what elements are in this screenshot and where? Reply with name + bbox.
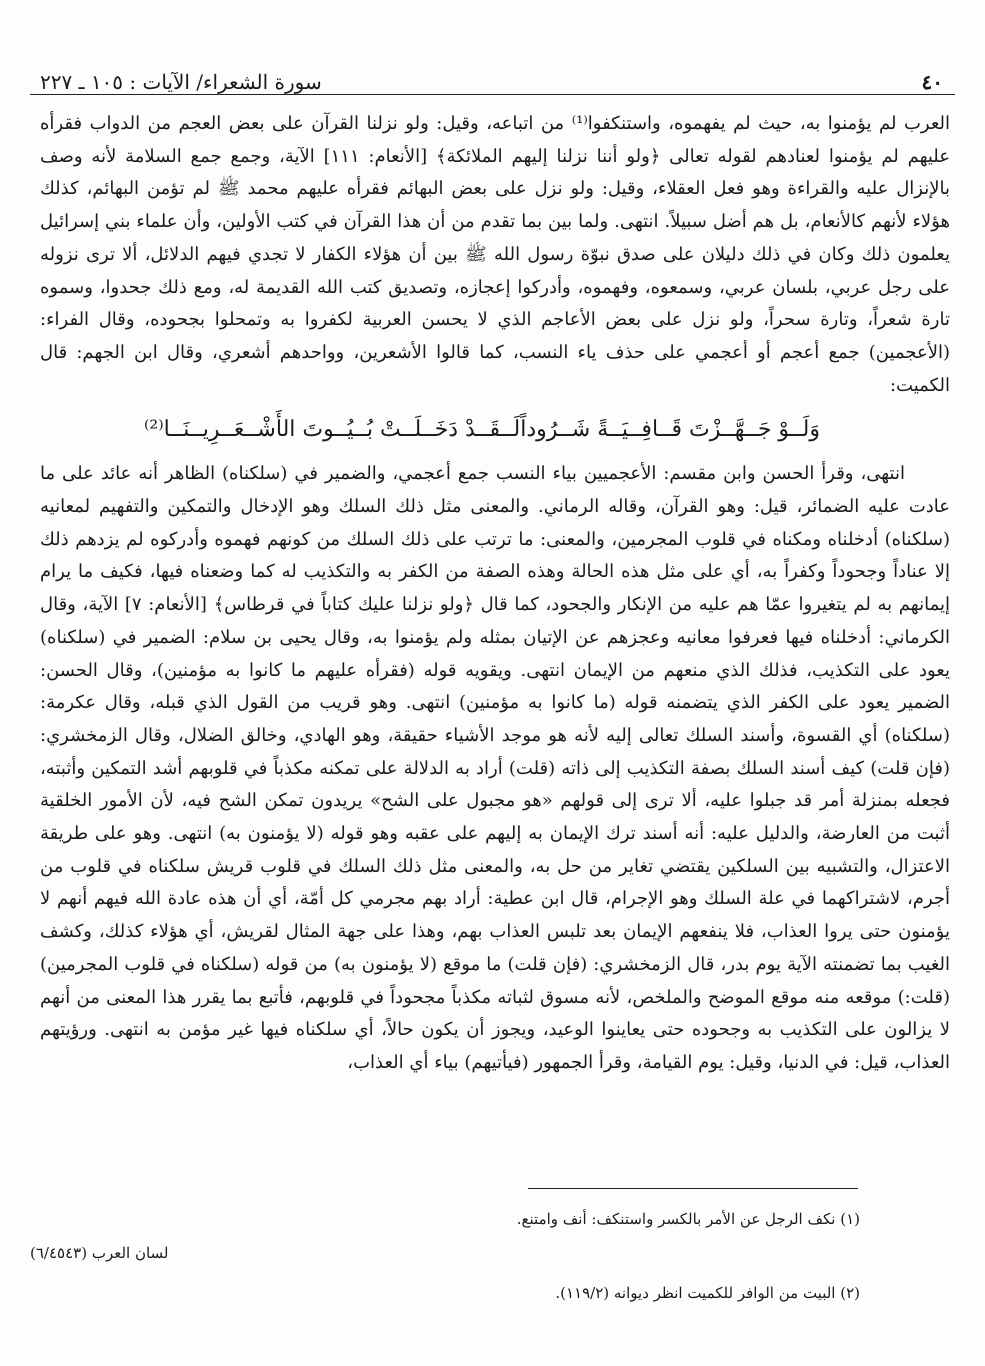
page-header xyxy=(30,60,955,95)
footnote-1-source-text: لسان العرب (٦/٤٥٤٣) xyxy=(30,1244,169,1262)
poetry-verse xyxy=(144,410,820,450)
running-title: سورة الشعراء/ الآيات : ١٠٥ ـ ٢٢٧ xyxy=(40,70,322,94)
main-text xyxy=(40,108,950,1080)
footnote-1-source xyxy=(30,1236,860,1270)
footnotes xyxy=(30,1202,860,1310)
paragraph-1: العرب لم يؤمنوا به، حيث لم يفهموه، واستنكفوا⁽¹⁾ من اتباعه، وقيل: ولو نزلنا القرآن على بعض العجم من الدواب فقرأه عليهم لم يؤمنوا لعنادهم لقوله تعالى ﴿ولو أننا نزلنا إليهم الملائكة﴾ [الأنعام: ١١١] الآية، وجمع جمع السلامة لأنه وصف بالإنزال عليه والقراءة وهو فعل العقلاء، وقيل: ولو نزل على بعض البهائم فقرأه عليهم محمد ﷺ لم تؤمن البهائم، كذلك هؤلاء لأنهم كالأنعام، بل هم أضل سبيلاً. انتهى. ولما بين بما تقدم من أن هذا القرآن في كتب الأولين، وأن علماء بني إسرائيل يعلمون ذلك وكان في ذلك دليلان على صدق نبوّة رسول الله ﷺ بين أن هؤلاء الكفار لا تجدي فيهم الدلائل، ألا ترى نزوله على رجل عربي، بلسان عربي، وسمعوه، وفهموه، وأدركوا إعجازه، وتصديق كتب الله القديمة له، ومع ذلك جحدوا، وسموه تارة شعراً، وتارة سحراً، ولو نزل على بعض الأعاجم الذي لا يحسن العربية لكفروا به وتمحلوا بجحوده، وقال الفراء: (الأعجمين) جمع أعجم أو أعجمي على حذف ياء النسب، كما قالوا الأشعرين، وواحدهم أشعري، وقال ابن الجهم: قال الكميت: xyxy=(40,113,951,396)
paragraph-2: انتهى، وقرأ الحسن وابن مقسم: الأعجميين بياء النسب جمع أعجمي، والضمير في (سلكناه) الظاهر أنه عائد على ما عادت عليه الضمائر، قيل: وهو القرآن، وقاله الرماني. والمعنى مثل ذلك السلك وهو الإدخال والتمكين والتفهيم لمعانيه (سلكناه) أدخلناه ومكناه في قلوب المجرمين، والمعنى: ما ترتب على ذلك السلك من كونهم فهموه وأدركوه لم يزدهم ذلك إلا عناداً وجحوداً وكفراً به، أي على مثل هذه الحالة وهذه الصفة من الكفر به والتكذيب له كما وضعناه فيها، فكيف ما يرام إيمانهم به لم يتغيروا عمّا هم عليه من الإنكار والجحود، كما قال ﴿ولو نزلنا عليك كتاباً في قرطاس﴾ [الأنعام: ٧] الآية، وقال الكرماني: أدخلناه فيها فعرفوا معانيه وعجزهم عن الإتيان بمثله ولم يؤمنوا به، وقال يحيى بن سلام: الضمير في (سلكناه) يعود على التكذيب، فذلك الذي منعهم من الإيمان انتهى. ويقويه قوله (فقرأه عليهم ما كانوا به مؤمنين)، وقال الحسن: الضمير يعود على الكفر الذي يتضمنه قوله (ما كانوا به مؤمنين) انتهى. وهو قريب من القول الذي قبله، وقال عكرمة: (سلكناه) أي القسوة، وأسند السلك تعالى إليه لأنه هو موجد الأشياء حقيقة، وهو الهادي، وخالق الضلال، وقال الزمخشري: (فإن قلت) كيف أسند السلك بصفة التكذيب إلى ذاته (قلت) أراد به الدلالة على تمكنه مكذباً في قلوبهم أشد التمكين وأثبته، فجعله بمنزلة أمر قد جبلوا عليه، ألا ترى إلى قولهم «هو مجبول على الشح» يريدون تمكن الشح فيه، لأن الأمور الخلقية أثبت من العارضة، والدليل عليه: أنه أسند ترك الإيمان به إليهم على عقبه وهو قوله (لا يؤمنون به) انتهى. وهو على طريقة الاعتزال، والتشبيه بين السلكين يقتضي تغاير من حل به، والمعنى مثل ذلك السلك في قلوب قريش سلكناه في قلوب من أجرم، لاشتراكهما في علة السلك وهو الإجرام، قال ابن عطية: أراد بهم مجرمي كل أمّة، أي أن هذه عادة الله فيهم أنهم لا يؤمنون حتى يروا العذاب، فلا ينفعهم الإيمان بعد تلبس العذاب بهم، وهذا على جهة المثال لقريش، أي هؤلاء كذلك، وكشف الغيب بما تضمنته الآية يوم بدر، قال الزمخشري: (فإن قلت) ما موقع (لا يؤمنون به) من قوله (سلكناه في قلوب المجرمين) (قلت:) موقعه منه موقع الموضح والملخص، لأنه مسوق لثباته مكذباً مجحوداً في قلوبهم، فأتبع بما يقرر هذا المعنى من أنهم لا يزالون على التكذيب به وجحوده حتى يعاينوا الوعيد، ويجوز أن يكون حالاً، أي سلكناه فيها غير مؤمن به انتهى. ورؤيتهم العذاب، قيل: في الدنيا، وقيل: يوم القيامة، وقرأ الجمهور (فيأتيهم) بياء أي العذاب، xyxy=(40,463,950,1073)
footnote-2: (٢) البيت من الوافر للكميت انظر ديوانه (١١٩/٢). xyxy=(555,1284,860,1302)
verse-second-hemistich: لَــقَــدْ دَخَــلَــتْ بُــيُــوتَ الأَشْــعَــرِيــنَــا⁽²⁾ xyxy=(144,417,521,443)
footnote-1: (١) نكف الرجل عن الأمر بالكسر واستنكف: أنف وامتنع. xyxy=(516,1210,860,1228)
page-number: ٤٠ xyxy=(921,70,943,94)
verse-first-hemistich: وَلَــوْ جَــهَّــزْتَ قَــافِــيَــةً شَــرُوداً xyxy=(520,417,820,443)
footnote-divider xyxy=(528,1188,858,1189)
